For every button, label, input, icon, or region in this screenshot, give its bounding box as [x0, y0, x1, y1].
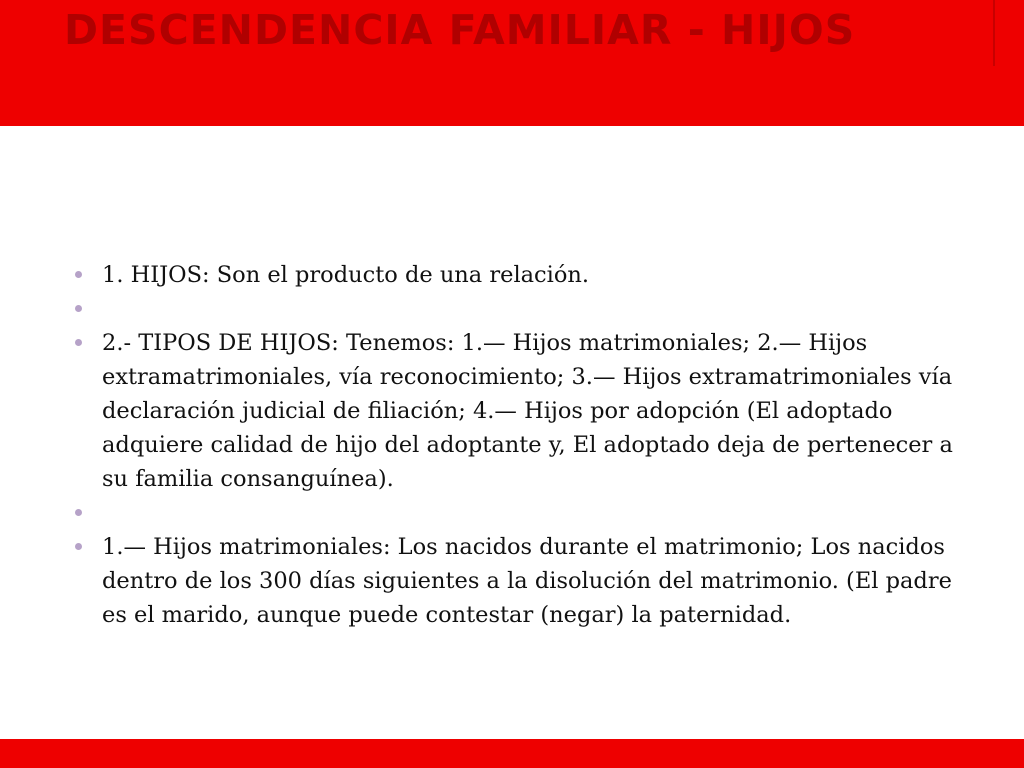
bullet-item	[72, 292, 972, 326]
bullet-item	[72, 530, 972, 632]
slide-title: DESCENDENCIA FAMILIAR - HIJOS	[64, 6, 856, 54]
header-divider	[993, 0, 995, 66]
bullet-list	[72, 258, 972, 632]
bullet-text: 2.- TIPOS DE HIJOS: Tenemos: 1.— Hijos matrimoniales; 2.— Hijos extramatrimoniales, vía reconocimiento; 3.— Hijos extramatrimoniales vía declaración judicial de filiación; 4.— Hijos por adopción (El adoptado adquiere calidad de hijo del adoptante y, El adoptado deja de pertenecer a su familia consanguínea).	[102, 330, 953, 492]
bullet-icon	[75, 543, 82, 550]
bullet-text: 1. HIJOS: Son el producto de una relación.	[102, 262, 590, 288]
footer-band	[0, 739, 1024, 768]
bullet-item	[72, 326, 972, 496]
bullet-icon	[75, 509, 82, 516]
header-band	[0, 0, 1024, 126]
bullet-icon	[75, 305, 82, 312]
bullet-text: 1.— Hijos matrimoniales: Los nacidos durante el matrimonio; Los nacidos dentro de los 300 días siguientes a la disolución del matrimonio. (El padre es el marido, aunque puede contestar (negar) la paternidad.	[102, 534, 952, 628]
bullet-icon	[75, 271, 82, 278]
bullet-item	[72, 258, 972, 292]
bullet-icon	[75, 339, 82, 346]
bullet-item	[72, 496, 972, 530]
